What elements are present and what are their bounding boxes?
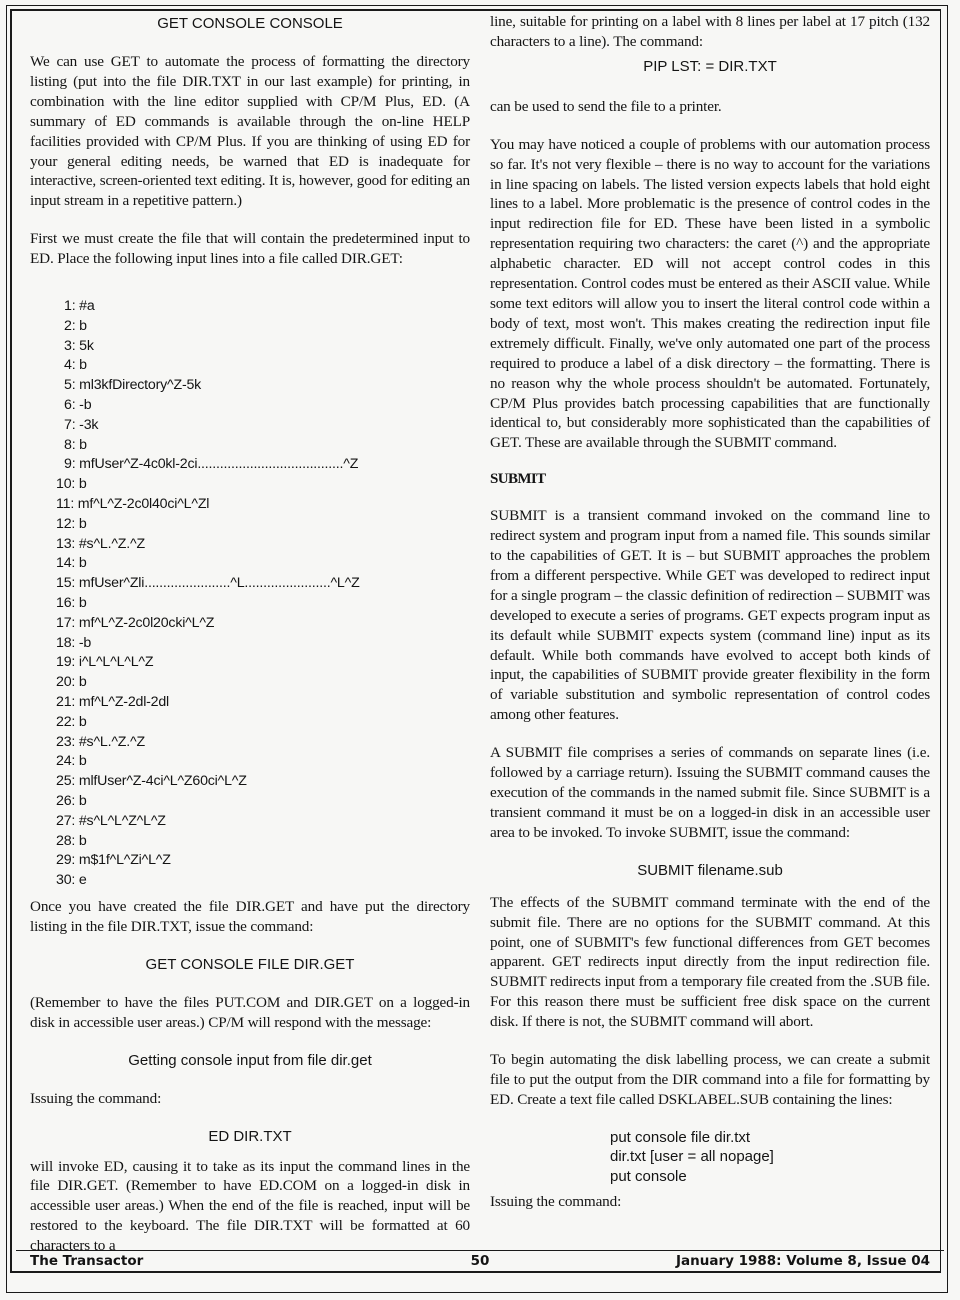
listing-line: 10: b (56, 476, 87, 493)
listing-line: 7: -3k (64, 416, 99, 433)
listing-line: 14: b (56, 555, 87, 572)
listing-line: 16: b (56, 595, 87, 612)
listing-line: 6: -b (64, 397, 92, 414)
issue-info: January 1988: Volume 8, Issue 04 (675, 1253, 930, 1269)
command-line: SUBMIT filename.sub (637, 861, 783, 879)
listing-line: 18: -b (56, 634, 92, 651)
paragraph: (Remember to have the files PUT.COM and DIR.GET on a logged-in disk in accessible user areas.) CP/M will respond with the message: (30, 993, 470, 1031)
listing-line: 15: mfUser^Zli.......................^L.......................^L^Z (56, 575, 360, 592)
listing-line: 9: mfUser^Z-4c0kl-2ci.......................................^Z (64, 456, 359, 473)
page-number: 50 (470, 1253, 490, 1269)
listing-line: 22: b (56, 713, 87, 730)
paragraph: Issuing the command: (30, 1089, 162, 1107)
paragraph: will invoke ED, causing it to take as its input the command lines in the file DIR.GET. (Remember to have ED.COM on a logged-in disk in accessible user areas.) When the end of the file is reached, input will be restored to the keyboard. The file DIR.TXT will be formatted at 60 characters to a (30, 1157, 470, 1255)
section-title: GET CONSOLE CONSOLE (157, 15, 343, 32)
submit-file-line: put console (610, 1167, 687, 1185)
listing-line: 11: mf^L^Z-2c0l40ci^L^Zl (56, 496, 210, 513)
listing-line: 28: b (56, 832, 87, 849)
paragraph: The effects of the SUBMIT command terminate with the end of the submit file. There are no options for the SUBMIT command. At this point, one of SUBMIT's few functional differences from GET becomes apparent. GET redirects input directly from the input redirection file. SUBMIT redirects input from a temporary file created from the .SUB file. For this reason there must be sufficient free disk space on the current disk. If there is not, the SUBMIT command will abort. (490, 893, 930, 1031)
listing-line: 17: mf^L^Z-2c0l20cki^L^Z (56, 614, 215, 631)
listing-line: 26: b (56, 792, 87, 809)
paragraph: We can use GET to automate the process of formatting the directory listing (put into the file DIR.TXT in our last example) for printing, in combination with the line editor supplied with CP/M Plus, ED. (A summary of ED commands is available through the on-line HELP facilities provided with CP/M Plus. If you are thinking of using ED for your general editing needs, be warned that ED is inadequate for interactive, screen-oriented text editing. It is, however, good for editing an input stream in a repetitive pattern.) (30, 53, 470, 210)
page-footer (16, 1250, 944, 1271)
paragraph: line, suitable for printing on a label with 8 lines per label at 17 pitch (132 characters to a line). The command: (490, 13, 930, 50)
listing-line: 25: mlfUser^Z-4ci^L^Z60ci^L^Z (56, 773, 247, 790)
paragraph: Once you have created the file DIR.GET and have put the directory listing in the file DIR.TXT, issue the command: (30, 897, 470, 935)
listing-line: 24: b (56, 753, 87, 770)
submit-file-line: dir.txt [user = all nopage] (610, 1148, 774, 1166)
paragraph: First we must create the file that will contain the predetermined input to ED. Place the following input lines into a file called DIR.GET: (30, 230, 470, 268)
paragraph: A SUBMIT file comprises a series of commands on separate lines (i.e. followed by a carriage return). Issuing the SUBMIT command causes the execution of the commands in the named submit file. Since SUBMIT is a transient command it must be on a logged-in disk in an accessible user area to be invoked. To invoke SUBMIT, issue the command: (490, 744, 930, 841)
paragraph: To begin automating the disk labelling process, we can create a submit file to put the output from the DIR command into a file for formatting by ED. Create a text file called DSKLABEL.SUB containing the lines: (490, 1051, 930, 1108)
paragraph: Issuing the command: (490, 1193, 622, 1211)
listing-line: 27: #s^L^L^Z^L^Z (56, 812, 166, 829)
listing-line: 21: mf^L^Z-2dl-2dl (56, 694, 170, 710)
listing-line: 3: 5k (64, 337, 94, 354)
listing-line: 8: b (64, 436, 87, 453)
code-listing (30, 297, 470, 891)
listing-line: 23: #s^L.^Z.^Z (56, 733, 145, 750)
listing-line: 2: b (64, 317, 87, 334)
paragraph: can be used to send the file to a printer. (490, 97, 722, 115)
listing-line: 1: #a (64, 298, 95, 315)
command-line: GET CONSOLE FILE DIR.GET (145, 955, 355, 973)
listing-line: 20: b (56, 674, 87, 691)
message-line: Getting console input from file dir.get (128, 1051, 372, 1069)
paragraph: SUBMIT is a transient command invoked on the command line to redirect system and program input from a named file. This sounds similar to the capabilities of GET. It is – but SUBMIT approaches the problem from a different perspective. While GET was developed to redirect input for a single program – the classic definition of redirection – SUBMIT was developed to execute a series of programs. GET expects program input as its default while SUBMIT expects system (command line) input as its default. While both commands have evolved to accept both kinds of input, the capabilities of SUBMIT provide greater flexibility in the form of variable substitution and symbolic representation of control codes among other features. (490, 507, 930, 724)
listing-line: 29: m$1f^L^Zi^L^Z (56, 852, 171, 869)
listing-line: 4: b (64, 357, 87, 374)
command-line: ED DIR.TXT (208, 1127, 292, 1145)
listing-line: 19: i^L^L^L^L^Z (56, 654, 154, 671)
paragraph: You may have noticed a couple of problems with our automation process so far. It's not very flexible – there is no way to account for the variations in line spacing on labels. The listed version expects labels that hold eight lines to a label. More problematic is the presence of control codes in the input redirection file for ED. These have been listed in a symbolic representation requiring two characters: the caret (^) and the appropriate alphabetic character. ED will not accept control codes in this representation. Control codes must be entered as their ASCII value. While some text editors will allow you to insert the literal control code within a body of text, most won't. This makes creating the redirection input file extremely difficult. Finally, we've only automated one part of the process required to produce a label of a disk directory – the formatting. There is no reason why the whole process shouldn't be automated. Fortunately, CP/M Plus provides batch processing capabilities that are functionally identical to, but considerably more sophisticated than the capabilities of GET. These are available through the SUBMIT command. (490, 135, 930, 452)
right-column (490, 12, 930, 1212)
magazine-name: The Transactor (30, 1253, 144, 1269)
listing-line: 12: b (56, 515, 87, 532)
left-column (30, 12, 470, 1256)
listing-line: 13: #s^L.^Z.^Z (56, 535, 145, 552)
listing-line: 30: e (56, 872, 87, 889)
command-line: PIP LST: = DIR.TXT (643, 57, 777, 75)
submit-file-lines (490, 1128, 930, 1187)
section-heading: SUBMIT (490, 471, 546, 488)
listing-line: 5: ml3kfDirectory^Z-5k (64, 377, 202, 394)
submit-file-line: put console file dir.txt (610, 1128, 751, 1146)
